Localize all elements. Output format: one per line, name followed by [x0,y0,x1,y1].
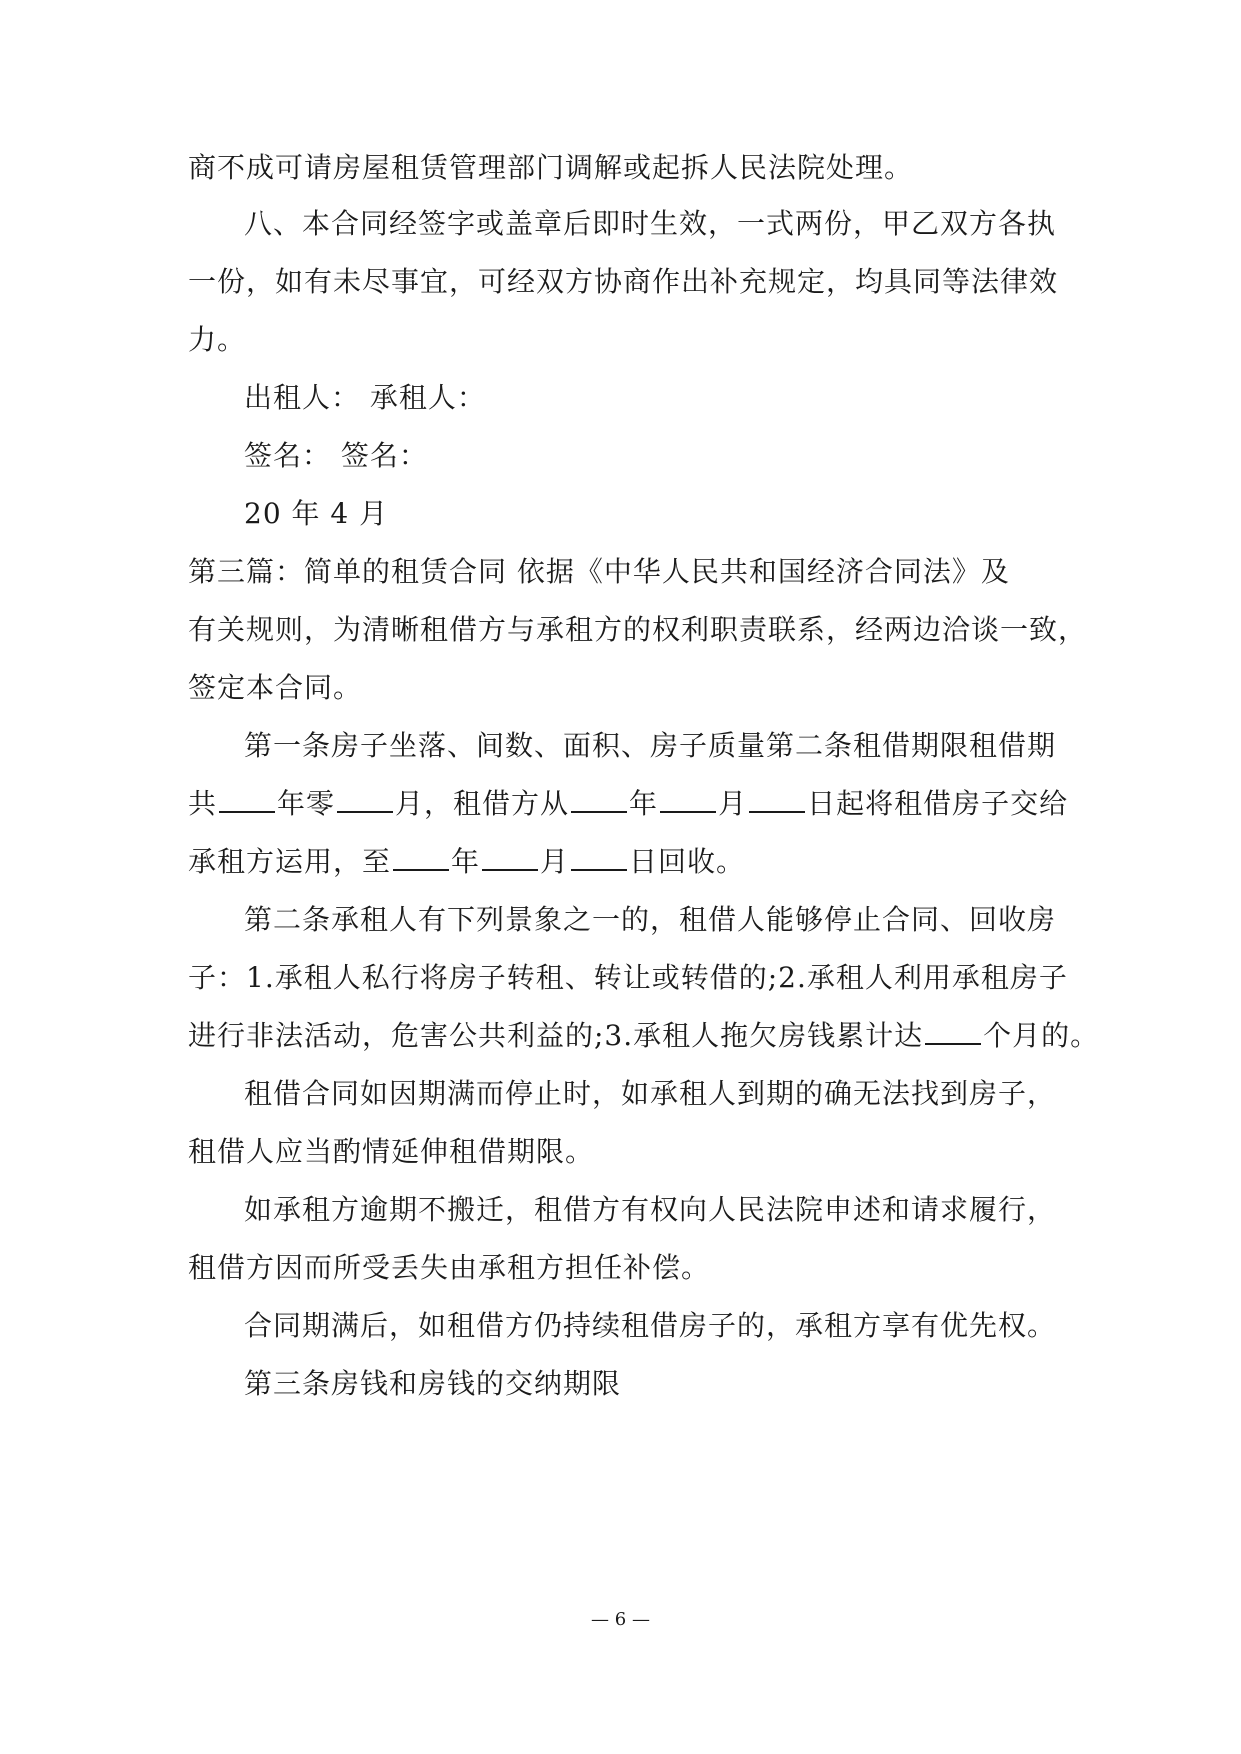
page-number: — 6 — [591,1609,650,1630]
section-heading-line: 第三篇：简单的租赁合同 依据《中华人民共和国经济合同法》及 [188,555,1010,588]
paragraph-line: 商不成可请房屋租赁管理部门调解或起拆人民法院处理。 [188,151,914,184]
text-segment: 月 [540,845,570,878]
paragraph-line: 如承租方逾期不搬迁，租借方有权向人民法院申述和请求履行， [244,1193,1057,1226]
text-segment: 年 [629,787,659,820]
signature-line: 签名： 签名： [244,439,428,472]
paragraph-line: 子：1.承租人私行将房子转租、转让或转借的;2.承租人利用承租房子 [188,961,1068,994]
blank-underline [749,785,805,813]
blank-underline [482,843,538,871]
blank-underline [660,785,716,813]
lessor-lessee-line: 出租人： 承租人： [244,381,486,414]
date-line: 20 年 4 月 [244,497,389,530]
text-segment: 个月的。 [983,1019,1100,1052]
paragraph-line: 第二条承租人有下列景象之一的，租借人能够停止合同、回收房 [244,903,1057,936]
text-segment: 日起将租借房子交给 [807,787,1069,820]
text-segment: 月，租借方从 [395,787,570,820]
article-heading-line: 第三条房钱和房钱的交纳期限 [244,1367,622,1400]
blank-underline [219,785,275,813]
paragraph-line: 租借方因而所受丢失由承租方担任补偿。 [188,1251,711,1284]
blank-underline [393,843,449,871]
paragraph-line: 力。 [188,323,247,356]
paragraph-line: 一份，如有未尽事宜，可经双方协商作出补充规定，均具同等法律效 [188,265,1059,298]
paragraph-line: 有关规则，为清晰租借方与承租方的权利职责联系，经两边洽谈一致， [188,613,1088,646]
paragraph-line: 租借人应当酌情延伸租借期限。 [188,1135,595,1168]
paragraph-line: 租借合同如因期满而停止时，如承租人到期的确无法找到房子， [244,1077,1057,1110]
paragraph-line: 签定本合同。 [188,671,363,704]
text-segment: 共 [188,787,218,820]
blank-underline [925,1017,981,1045]
paragraph-line: 八、本合同经签字或盖章后即时生效，一式两份，甲乙双方各执 [244,207,1057,240]
text-segment: 日回收。 [629,845,746,878]
blank-underline [337,785,393,813]
blank-underline [571,785,627,813]
blank-fill-line [188,1016,1100,1056]
text-segment: 年 [451,845,481,878]
paragraph-line: 合同期满后，如租借方仍持续租借房子的，承租方享有优先权。 [244,1309,1057,1342]
paragraph-line: 第一条房子坐落、间数、面积、房子质量第二条租借期限租借期 [244,729,1057,762]
blank-underline [571,843,627,871]
blank-fill-line [188,842,1068,882]
text-segment: 月 [718,787,748,820]
text-segment: 进行非法活动，危害公共利益的;3.承租人拖欠房钱累计达 [188,1019,924,1052]
text-segment: 承租方运用，至 [188,845,392,878]
blank-fill-line [188,784,1068,824]
text-segment: 年零 [277,787,336,820]
